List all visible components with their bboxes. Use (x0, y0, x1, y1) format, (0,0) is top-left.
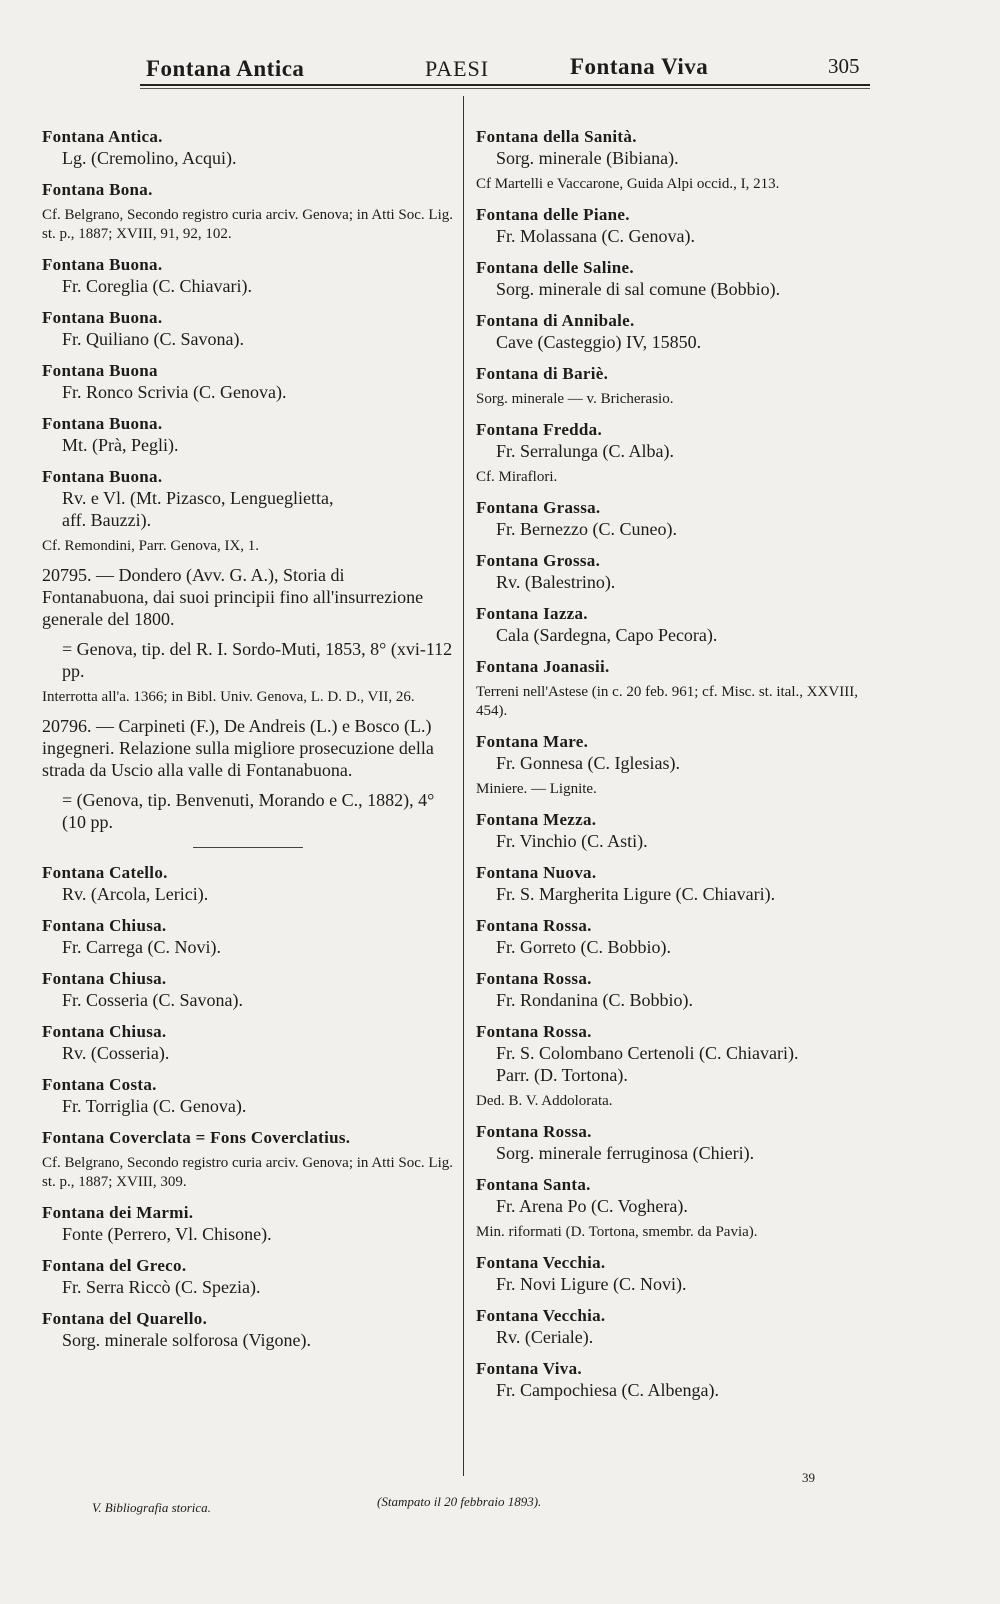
entry-headword: Fontana Buona. (42, 467, 163, 486)
entry-line: aff. Bauzzi). (62, 510, 152, 530)
entry-line: Fr. Carrega (C. Novi). (62, 937, 221, 957)
entry-line: Rv. (Balestrino). (496, 572, 616, 592)
entry (42, 360, 454, 403)
entry-headword: Fontana Catello. (42, 863, 168, 882)
entry (476, 497, 886, 540)
entry (476, 550, 886, 593)
entry (42, 1127, 454, 1192)
entry-headword: Fontana di Annibale. (476, 311, 635, 330)
entry-line: Fr. Novi Ligure (C. Novi). (496, 1274, 687, 1294)
entry-line: Fr. Rondanina (C. Bobbio). (496, 990, 693, 1010)
entry-line: Sorg. minerale ferruginosa (Chieri). (496, 1143, 755, 1163)
entry-headword: Fontana Buona. (42, 308, 163, 327)
entry (42, 179, 454, 244)
signature-mark: 39 (802, 1470, 815, 1485)
entry-line: Fr. Vinchio (C. Asti). (496, 831, 648, 851)
entry-headword: Fontana del Greco. (42, 1256, 187, 1275)
entry-headword: Fontana dei Marmi. (42, 1203, 194, 1222)
entry-headword: Fontana Chiusa. (42, 969, 167, 988)
entry-headword: Fontana del Quarello. (42, 1309, 208, 1328)
entry (476, 363, 886, 409)
entry (476, 257, 886, 300)
entry (476, 310, 886, 353)
entry-headword: Fontana Buona (42, 361, 158, 380)
entry-note: Cf. Belgrano, Secondo registro curia arciv. Genova; in Atti Soc. Lig. st. p., 1887; XVIII, 309. (42, 1155, 454, 1190)
entry (476, 968, 886, 1011)
bibliography-item: 20796. — Carpineti (F.), De Andreis (L.) e Bosco (L.) ingegneri. Relazione sulla migliore prosecuzione della strada da Uscio alla valle di Fontanabuona. (42, 716, 434, 780)
entry-line: Fr. Serra Riccò (C. Spezia). (62, 1277, 261, 1297)
header-rule-thin (140, 88, 870, 89)
entry-headword: Fontana di Bariè. (476, 364, 609, 383)
entry-line: Fr. Coreglia (C. Chiavari). (62, 276, 252, 296)
entry-line: Fr. Quiliano (C. Savona). (62, 329, 244, 349)
entry-note: Terreni nell'Astese (in c. 20 feb. 961; cf. Misc. st. ital., XXVIII, 454). (476, 684, 858, 719)
entry-headword: Fontana Rossa. (476, 916, 592, 935)
entry-note: Min. riformati (D. Tortona, smembr. da Pavia). (476, 1224, 758, 1240)
entry (42, 307, 454, 350)
entry-headword: Fontana Rossa. (476, 1022, 592, 1041)
entry (476, 656, 886, 721)
entry-headword: Fontana Buona. (42, 414, 163, 433)
entry-line: Fr. Molassana (C. Genova). (496, 226, 695, 246)
entry (476, 731, 886, 799)
header-rule (140, 84, 870, 86)
entry-line: Rv. (Cosseria). (62, 1043, 170, 1063)
entry (476, 1174, 886, 1242)
entry-line: Lg. (Cremolino, Acqui). (62, 148, 237, 168)
entry-line: Parr. (D. Tortona). (496, 1065, 628, 1085)
entry-headword: Fontana Mare. (476, 732, 589, 751)
entry-headword: Fontana Iazza. (476, 604, 588, 623)
entry-line: Fr. Torriglia (C. Genova). (62, 1096, 247, 1116)
entry-note: Cf Martelli e Vaccarone, Guida Alpi occid., I, 213. (476, 176, 780, 192)
column-divider (463, 96, 464, 1476)
entry (42, 1202, 454, 1245)
entry (42, 915, 454, 958)
entry-headword: Fontana Mezza. (476, 810, 597, 829)
entry-line: Rv. e Vl. (Mt. Pizasco, Lengueglietta, (62, 488, 334, 508)
right-column (476, 126, 886, 1411)
entry-headword: Fontana delle Piane. (476, 205, 630, 224)
footer-left: V. Bibliografia storica. (92, 1500, 211, 1515)
entry-headword: Fontana Coverclata = Fons Coverclatius. (42, 1128, 351, 1147)
entry (476, 204, 886, 247)
entry (476, 1121, 886, 1164)
entry (42, 1308, 454, 1351)
entry (42, 968, 454, 1011)
entry-line: Fr. Arena Po (C. Voghera). (496, 1196, 688, 1216)
entry-line: Sorg. minerale solforosa (Vigone). (62, 1330, 312, 1350)
entry (42, 862, 454, 905)
entry-line: Fr. S. Colombano Certenoli (C. Chiavari). (496, 1043, 799, 1063)
entry-line: Fr. Cosseria (C. Savona). (62, 990, 243, 1010)
entry (476, 419, 886, 487)
entry-note: Cf. Remondini, Parr. Genova, IX, 1. (42, 538, 260, 554)
entry-line: Rv. (Ceriale). (496, 1327, 594, 1347)
entry (42, 254, 454, 297)
entry-note: Cf. Belgrano, Secondo registro curia arciv. Genova; in Atti Soc. Lig. st. p., 1887; XVIII, 91, 92, 102. (42, 207, 454, 242)
entry (42, 1021, 454, 1064)
entry-headword: Fontana Santa. (476, 1175, 591, 1194)
entry (476, 603, 886, 646)
bibliography-note: Interrotta all'a. 1366; in Bibl. Univ. Genova, L. D. D., VII, 26. (42, 689, 415, 705)
page-number: 305 (828, 54, 860, 78)
running-head-left: Fontana Antica (146, 56, 305, 81)
entry-line: Fr. Gonnesa (C. Iglesias). (496, 753, 680, 773)
entry (476, 1305, 886, 1348)
running-head-center: PAESI (425, 56, 490, 81)
entry-headword: Fontana Joanasii. (476, 657, 610, 676)
running-head-right: Fontana Viva (570, 54, 709, 79)
entry-headword: Fontana Viva. (476, 1359, 582, 1378)
entry-headword: Fontana della Sanità. (476, 127, 637, 146)
bibliography-item: 20795. — Dondero (Avv. G. A.), Storia di Fontanabuona, dai suoi principii fino all'insurrezione generale del 1800. (42, 565, 424, 629)
entry-headword: Fontana Antica. (42, 127, 163, 146)
entry-headword: Fontana Chiusa. (42, 1022, 167, 1041)
entry (42, 466, 454, 833)
entry-line: Fr. Ronco Scrivia (C. Genova). (62, 382, 287, 402)
print-date: (Stampato il 20 febbraio 1893). (377, 1494, 542, 1509)
entry-headword: Fontana Vecchia. (476, 1253, 606, 1272)
entry-headword: Fontana Buona. (42, 255, 163, 274)
section-separator (193, 847, 303, 848)
entry-line: Sorg. minerale (Bibiana). (496, 148, 679, 168)
entry-line: Cala (Sardegna, Capo Pecora). (496, 625, 718, 645)
entry-headword: Fontana Rossa. (476, 969, 592, 988)
entry (42, 413, 454, 456)
running-head (140, 50, 870, 88)
entry-headword: Fontana Grassa. (476, 498, 601, 517)
entry-headword: Fontana Fredda. (476, 420, 603, 439)
entry-line: Fr. Bernezzo (C. Cuneo). (496, 519, 677, 539)
entry (476, 126, 886, 194)
entry (476, 862, 886, 905)
entry-line: Mt. (Prà, Pegli). (62, 435, 179, 455)
entry (476, 915, 886, 958)
entry-line: Fr. Serralunga (C. Alba). (496, 441, 674, 461)
entry-headword: Fontana Rossa. (476, 1122, 592, 1141)
entry-headword: Fontana Grossa. (476, 551, 601, 570)
bibliography-imprint: = Genova, tip. del R. I. Sordo-Muti, 1853, 8° (xvi-112 pp. (62, 639, 453, 681)
entry-line: Fonte (Perrero, Vl. Chisone). (62, 1224, 272, 1244)
entry-note: Miniere. — Lignite. (476, 781, 597, 797)
entry-line: Fr. S. Margherita Ligure (C. Chiavari). (496, 884, 776, 904)
entry (476, 809, 886, 852)
bibliography-imprint: = (Genova, tip. Benvenuti, Morando e C., 1882), 4° (10 pp. (62, 790, 435, 832)
entry-line: Fr. Gorreto (C. Bobbio). (496, 937, 671, 957)
entry-note: Sorg. minerale — v. Bricherasio. (476, 391, 674, 407)
entry-line: Rv. (Arcola, Lerici). (62, 884, 209, 904)
entry (476, 1252, 886, 1295)
entry (476, 1358, 886, 1401)
entry-headword: Fontana delle Saline. (476, 258, 634, 277)
entry-note: Cf. Miraflori. (476, 469, 558, 485)
entry (42, 1255, 454, 1298)
entry-line: Cave (Casteggio) IV, 15850. (496, 332, 702, 352)
entry (476, 1021, 886, 1111)
entry (42, 1074, 454, 1117)
entry-headword: Fontana Vecchia. (476, 1306, 606, 1325)
left-column (42, 126, 454, 1361)
entry-headword: Fontana Bona. (42, 180, 153, 199)
entry-headword: Fontana Nuova. (476, 863, 597, 882)
entry-headword: Fontana Costa. (42, 1075, 157, 1094)
entry-headword: Fontana Chiusa. (42, 916, 167, 935)
entry-line: Sorg. minerale di sal comune (Bobbio). (496, 279, 781, 299)
entry-note: Ded. B. V. Addolorata. (476, 1093, 613, 1109)
entry-line: Fr. Campochiesa (C. Albenga). (496, 1380, 719, 1400)
entry (42, 126, 454, 169)
